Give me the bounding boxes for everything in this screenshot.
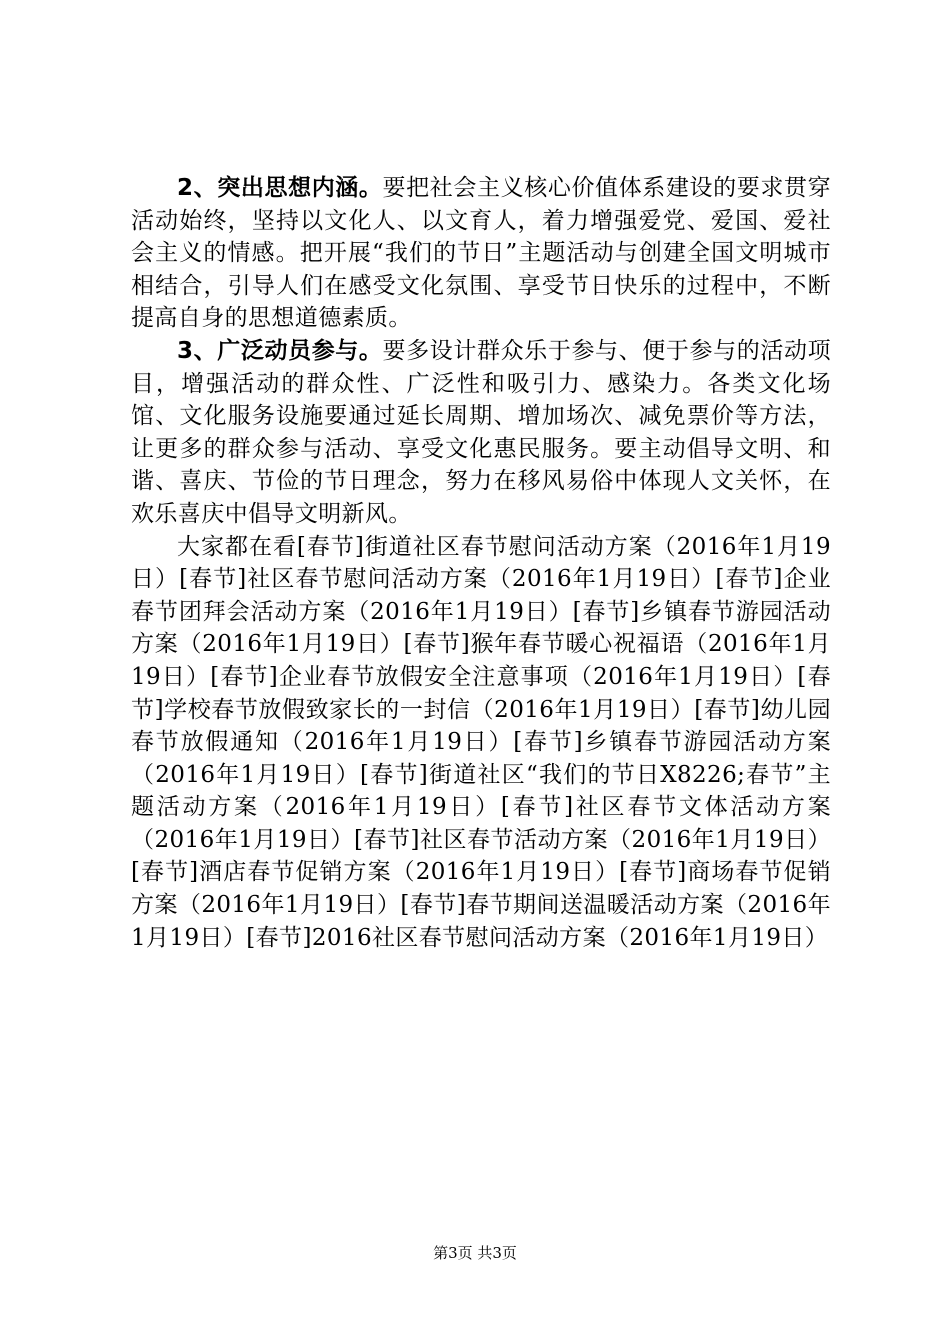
paragraph-highlight-ideology xyxy=(131,172,831,335)
page-number-footer: 第3页 共3页 xyxy=(433,1244,517,1262)
paragraph-heading: 2、突出思想内涵。 xyxy=(177,175,383,201)
paragraph-heading: 3、广泛动员参与。 xyxy=(177,337,383,364)
document-body xyxy=(131,172,831,954)
paragraph-text: 要多设计群众乐于参与、便于参与的活动项目，增强活动的群众性、广泛性和吸引力、感染力。各类文化场馆、文化服务设施要通过延长周期、增加场次、减免票价等方法，让更多的群众参与活动、享受文化惠民服务。要主动倡导文明、和谐、喜庆、节俭的节日理念，努力在移风易俗中体现人文关怀，在欢乐喜庆中倡导文明新风。 xyxy=(131,337,831,527)
paragraph-text: 大家都在看[春节]街道社区春节慰问活动方案（2016年1月19日）[春节]社区春节慰问活动方案（2016年1月19日）[春节]企业春节团拜会活动方案（2016年1月19日）[春节]乡镇春节游园活动方案（2016年1月19日）[春节]猴年春节暖心祝福语（2016年1月19日）[春节]企业春节放假安全注意事项（2016年1月19日）[春节]学校春节放假致家长的一封信（2016年1月19日）[春节]幼儿园春节放假通知（2016年1月19日）[春节]乡镇春节游园活动方案（2016年1月19日）[春节]街道社区“我们的节日X8226;春节”主题活动方案（2016年1月19日）[春节]社区春节文体活动方案（2016年1月19日）[春节]社区春节活动方案（2016年1月19日）[春节]酒店春节促销方案（2016年1月19日）[春节]商场春节促销方案（2016年1月19日）[春节]春节期间送温暖活动方案（2016年1月19日）[春节]2016社区春节慰问活动方案（2016年1月19日） xyxy=(131,533,831,951)
paragraph-related-articles xyxy=(131,531,831,955)
paragraph-text: 要把社会主义核心价值体系建设的要求贯穿活动始终，坚持以文化人、以文育人，着力增强爱党、爱国、爱社会主义的情感。把开展“我们的节日”主题活动与创建全国文明城市相结合，引导人们在感受文化氛围、享受节日快乐的过程中，不断提高自身的思想道德素质。 xyxy=(131,175,831,332)
paragraph-mobilize-participation xyxy=(131,335,831,531)
